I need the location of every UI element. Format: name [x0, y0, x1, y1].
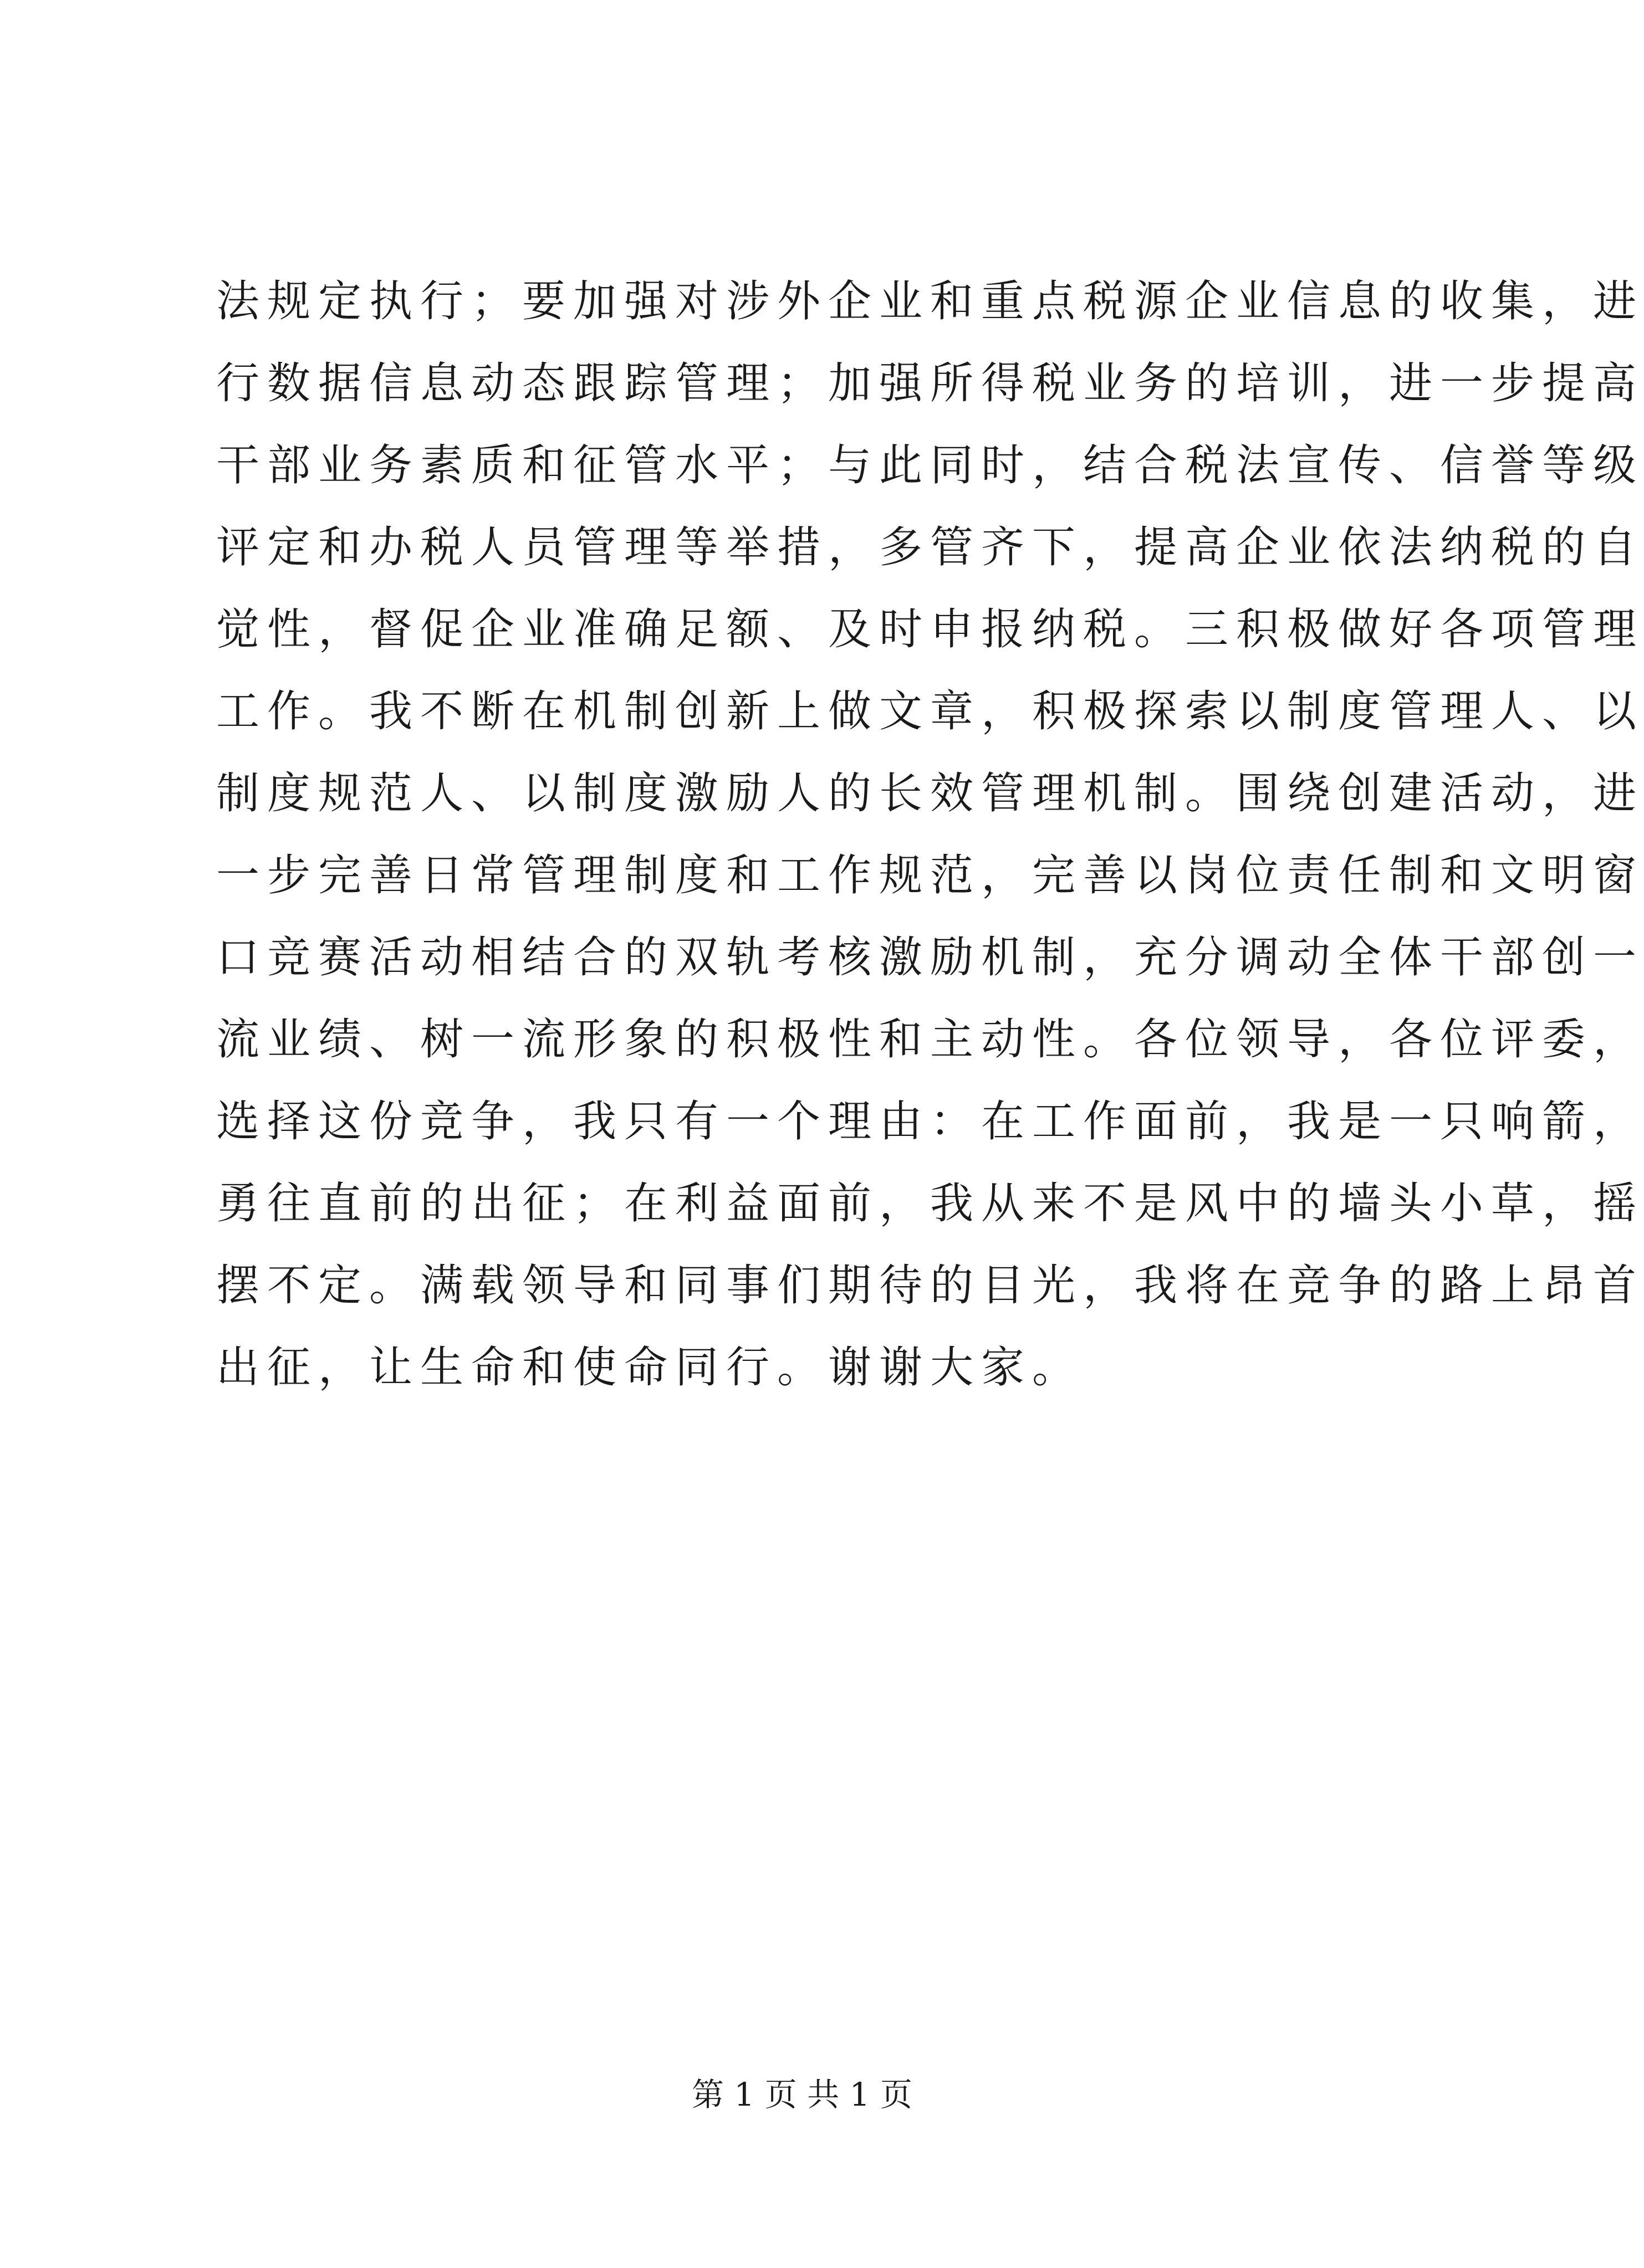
text-line: 行数据信息动态跟踪管理；加强所得税业务的培训，进一步提高 — [216, 359, 1644, 408]
text-line: 口竞赛活动相结合的双轨考核激励机制，充分调动全体干部创一 — [216, 933, 1644, 982]
text-line: 制度规范人、以制度激励人的长效管理机制。围绕创建活动，进 — [216, 769, 1644, 818]
text-line: 勇往直前的出征；在利益面前，我从来不是风中的墙头小草，摇 — [216, 1179, 1644, 1228]
text-line: 流业绩、树一流形象的积极性和主动性。各位领导，各位评委， — [216, 1015, 1644, 1064]
text-line: 干部业务素质和征管水平；与此同时，结合税法宣传、信誉等级 — [216, 441, 1644, 490]
text-line: 评定和办税人员管理等举措，多管齐下，提高企业依法纳税的自 — [216, 523, 1644, 572]
page-number-footer: 第 1 页 共 1 页 — [692, 2076, 912, 2113]
text-line: 摆不定。满载领导和同事们期待的目光，我将在竞争的路上昂首 — [216, 1261, 1644, 1310]
text-line: 法规定执行；要加强对涉外企业和重点税源企业信息的收集，进 — [216, 277, 1644, 326]
text-line: 工作。我不断在机制创新上做文章，积极探索以制度管理人、以 — [216, 687, 1644, 736]
text-line: 一步完善日常管理制度和工作规范，完善以岗位责任制和文明窗 — [216, 851, 1644, 900]
text-line: 出征，让生命和使命同行。谢谢大家。 — [216, 1343, 1084, 1392]
text-line: 选择这份竞争，我只有一个理由：在工作面前，我是一只响箭， — [216, 1097, 1644, 1146]
body-paragraph — [216, 260, 1644, 1409]
text-line: 觉性，督促企业准确足额、及时申报纳税。三积极做好各项管理 — [216, 605, 1644, 654]
